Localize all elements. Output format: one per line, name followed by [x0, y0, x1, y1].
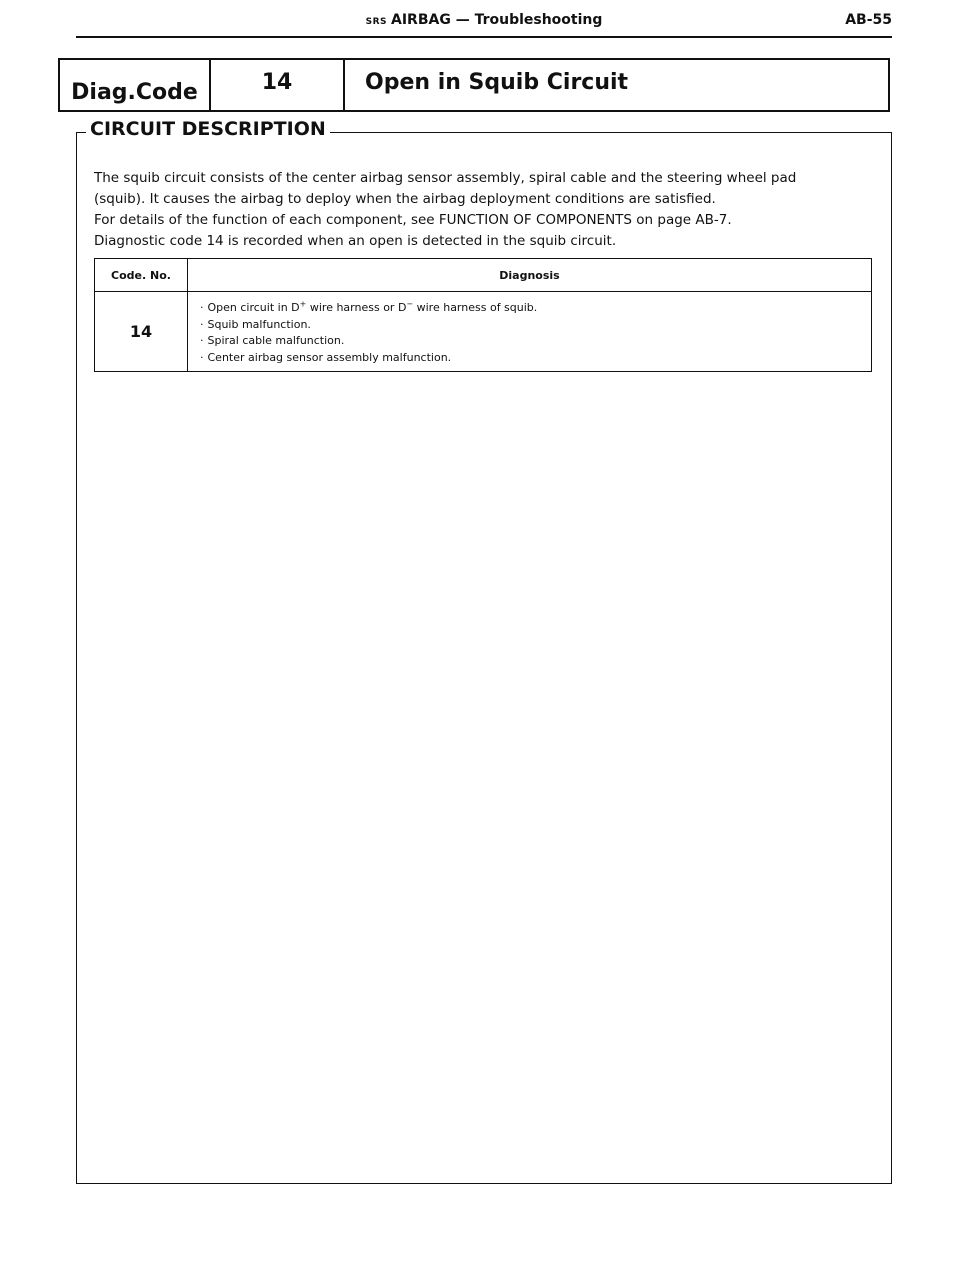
diagnosis-list: [200, 300, 871, 366]
page-header: [76, 10, 892, 38]
diag-code-number: 14: [211, 60, 345, 110]
diagnosis-item: · Spiral cable malfunction.: [200, 334, 345, 347]
header-title: [76, 12, 892, 28]
diag-code-box: [58, 58, 890, 112]
diagnosis-item: · Squib malfunction.: [200, 317, 311, 331]
circuit-description-text: [94, 168, 884, 252]
description-line: The squib circuit consists of the center airbag sensor assembly, spiral cable and the steering wheel pad: [94, 170, 797, 186]
page-number: AB-55: [845, 12, 892, 28]
column-header-diagnosis: Diagnosis: [499, 268, 560, 282]
diagnosis-item-open-circuit: · Open circuit in D+ wire harness or D− wire harness of squib.: [200, 299, 538, 314]
table-cell-code: 14: [95, 292, 188, 371]
description-line: Diagnostic code 14 is recorded when an open is detected in the squib circuit.: [94, 233, 617, 249]
table-row: [95, 292, 871, 371]
diag-code-title: Open in Squib Circuit: [365, 69, 629, 95]
bullet-icon: ·: [200, 350, 204, 364]
diagnosis-item: · Center airbag sensor assembly malfunction.: [200, 350, 452, 364]
bullet-icon: ·: [200, 334, 204, 347]
column-header-code-no: Code. No.: [95, 259, 188, 291]
diag-code-label: Diag.Code: [60, 60, 211, 110]
header-title-text: AIRBAG — Troubleshooting: [391, 12, 603, 28]
bullet-icon: ·: [200, 301, 204, 314]
diagnosis-table: [94, 258, 872, 372]
section-title: CIRCUIT DESCRIPTION: [86, 118, 330, 140]
description-line: For details of the function of each component, see FUNCTION OF COMPONENTS on page AB-7.: [94, 212, 732, 228]
description-line: (squib). It causes the airbag to deploy when the airbag deployment conditions are satisfied.: [94, 191, 716, 207]
section-title-rule: [342, 132, 892, 133]
header-srs-prefix: SRS: [365, 17, 387, 27]
table-header-row: [95, 259, 871, 292]
table-cell-diagnosis: [188, 292, 871, 371]
bullet-icon: ·: [200, 317, 204, 331]
